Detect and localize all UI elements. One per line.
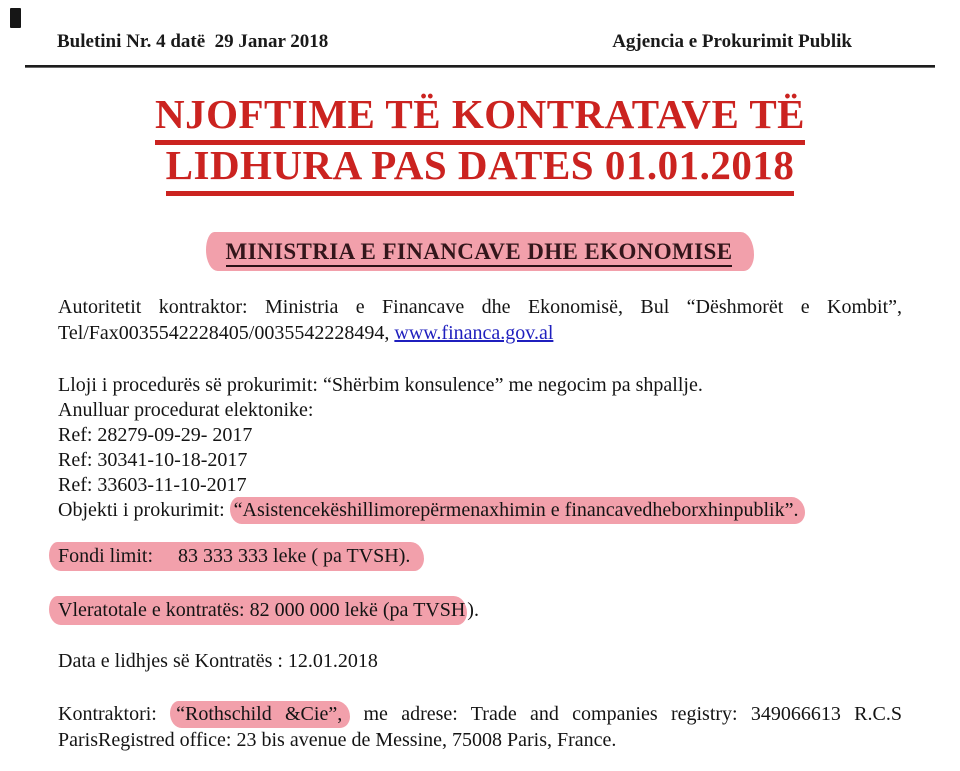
contract-value-tail: ).: [467, 598, 479, 621]
procedure-type-line: Lloji i procedurës së prokurimit: “Shërbim konsulence” me negocim pa shpallje.: [58, 373, 703, 396]
signing-date-line: Data e lidhjes së Kontratës : 12.01.2018: [58, 649, 378, 672]
object-label: Objekti i prokurimit:: [58, 498, 230, 521]
page-title: [0, 91, 960, 196]
fund-limit-highlight: Fondi limit: 83 333 333 leke ( pa TVSH).: [49, 542, 424, 571]
contractor-details: me adrese: Trade and companies registry: 349066613 R.C.S ParisRegistred office: 23 bis avenue de Messine, 75008 Paris, France.: [58, 702, 902, 751]
scan-artifact-mark: [10, 8, 21, 28]
contractor-label: Kontraktori:: [58, 702, 171, 725]
bulletin-info: Buletini Nr. 4 datë 29 Janar 2018: [57, 31, 329, 52]
ref-line: Ref: 30341-10-18-2017: [58, 448, 248, 471]
authority-text: Autoritetit kontraktor: Ministria e Financave dhe Ekonomisë, Bul “Dëshmorët e Kombit”, Tel/Fax0035542228405/0035542228494,: [58, 295, 902, 344]
contractor-paragraph: [58, 701, 902, 753]
contract-value-line: [58, 598, 902, 623]
title-line-2: LIDHURA PAS DATES 01.01.2018: [166, 145, 795, 196]
agency-name: Agjencia e Prokurimit Publik: [612, 31, 852, 52]
section-heading-highlight: [206, 232, 755, 271]
header-divider: [25, 65, 935, 68]
section-heading: [0, 232, 960, 271]
ref-line: Ref: 33603-11-10-2017: [58, 473, 247, 496]
ref-line: Ref: 28279-09-29- 2017: [58, 423, 253, 446]
authority-paragraph: [58, 294, 902, 346]
section-heading-text: MINISTRIA E FINANCAVE DHE EKONOMISE: [226, 239, 733, 267]
procedure-block: [58, 373, 902, 523]
title-line-1: NJOFTIME TË KONTRATAVE TË: [155, 94, 805, 145]
procurement-object-line: [58, 498, 902, 523]
object-highlight: “Asistencekëshillimorepërmenaxhimin e financavedheborxhinpublik”.: [230, 497, 806, 524]
notice-body: [58, 294, 902, 753]
contractor-name-highlight: “Rothschild &Cie”,: [170, 701, 350, 728]
website-link[interactable]: www.financa.gov.al: [394, 321, 554, 344]
cancelled-procedures-line: Anulluar procedurat elektonike:: [58, 398, 314, 421]
fund-limit-line: [58, 544, 902, 569]
contract-value-highlight: Vleratotale e kontratës: 82 000 000 lekë (pa TVSH: [49, 596, 467, 625]
document-header: [0, 0, 960, 53]
